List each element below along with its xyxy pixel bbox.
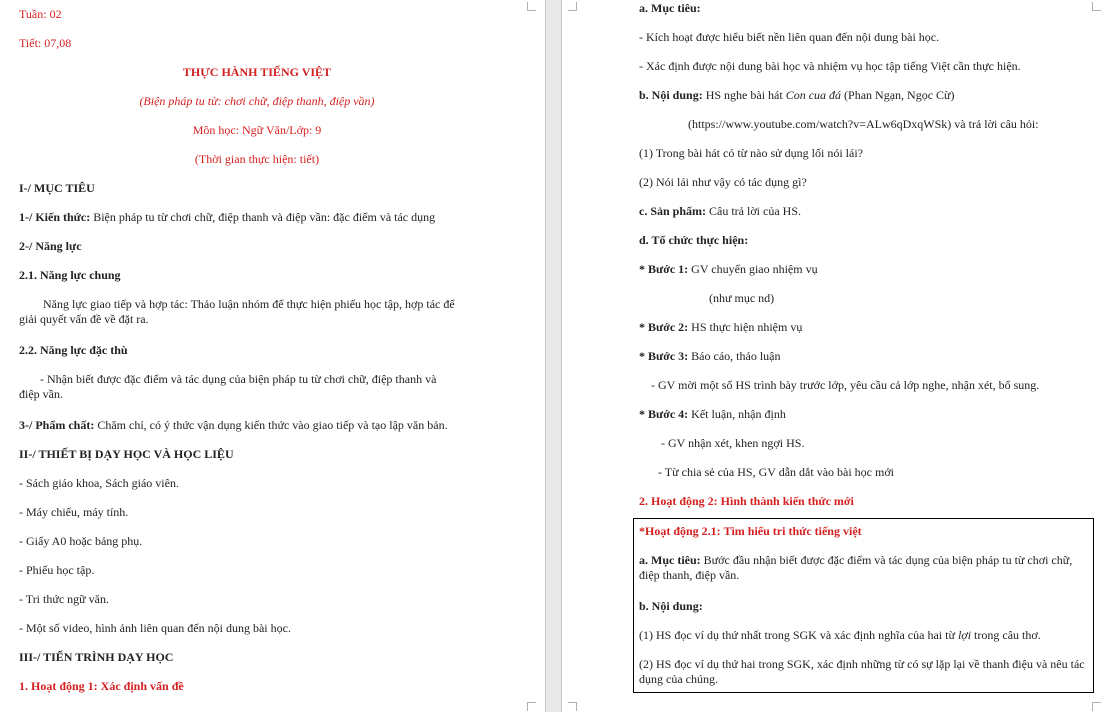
step-1-note: (như mục nd) bbox=[709, 291, 775, 305]
content-text: HS nghe bài hát bbox=[702, 88, 786, 102]
specific-competence-text: - Nhận biết được đặc điểm và tác dụng của biện pháp tu từ chơi chữ, điệp thanh và điệp vần. bbox=[19, 372, 437, 401]
activity-2-1-task-1 bbox=[639, 628, 1041, 643]
activity-2-1-goal-label: a. Mục tiêu: bbox=[639, 553, 701, 567]
step-4-detail: - GV nhận xét, khen ngợi HS. bbox=[661, 436, 805, 450]
material-item: - Máy chiếu, máy tính. bbox=[19, 505, 129, 519]
step-2 bbox=[639, 320, 802, 335]
section-heading-objectives: I-/ MỤC TIÊU bbox=[19, 181, 95, 195]
content-label: b. Nội dung: bbox=[639, 88, 703, 102]
week-label: Tuần: 02 bbox=[19, 7, 62, 21]
material-item: - Tri thức ngữ văn. bbox=[19, 592, 110, 606]
margin-corner-mark bbox=[568, 702, 577, 711]
activity-2-1-heading: *Hoạt động 2.1: Tìm hiểu tri thức tiếng việt bbox=[639, 524, 862, 538]
activity-1-heading: 1. Hoạt động 1: Xác định vấn đề bbox=[19, 679, 184, 693]
content-text: (Phan Ngạn, Ngọc Cừ) bbox=[841, 88, 955, 102]
margin-corner-mark bbox=[1092, 702, 1101, 711]
question-2: (2) Nói lái như vậy có tác dụng gì? bbox=[639, 175, 807, 189]
step-2-text: HS thực hiện nhiệm vụ bbox=[688, 320, 803, 334]
step-1-text: GV chuyển giao nhiệm vụ bbox=[688, 262, 818, 276]
step-3-label: * Bước 3: bbox=[639, 349, 689, 363]
task-word: lợi bbox=[957, 628, 972, 642]
material-item: - Sách giáo khoa, Sách giáo viên. bbox=[19, 476, 179, 490]
time-line: (Thời gian thực hiện: tiết) bbox=[194, 152, 320, 166]
song-title: Con cua đá bbox=[785, 88, 842, 102]
step-2-label: * Bước 2: bbox=[639, 320, 689, 334]
product-line bbox=[639, 204, 801, 219]
knowledge-line bbox=[19, 210, 435, 225]
general-competence-text: Năng lực giao tiếp và hợp tác: Thảo luận nhóm để thực hiện phiếu học tập, hợp tác để giải quyết vấn đề về đặt ra. bbox=[19, 297, 455, 326]
step-4-detail: - Từ chia sẻ của HS, GV dẫn dắt vào bài học mới bbox=[658, 465, 895, 479]
margin-corner-mark bbox=[527, 702, 536, 711]
step-1 bbox=[639, 262, 818, 277]
margin-corner-mark bbox=[1092, 2, 1101, 11]
organization-heading: d. Tổ chức thực hiện: bbox=[639, 233, 749, 247]
general-competence-heading: 2.1. Năng lực chung bbox=[19, 268, 121, 282]
section-heading-process: III-/ TIẾN TRÌNH DẠY HỌC bbox=[19, 650, 174, 664]
activity-2-1-goal-text: Bước đầu nhận biết được đặc điểm và tác dụng của biện pháp tu từ chơi chữ, điệp thanh, điệp vần. bbox=[639, 553, 1073, 582]
lesson-subtitle: (Biện pháp tu từ: chơi chữ, điệp thanh, điệp vần) bbox=[139, 94, 375, 108]
task-text: (1) HS đọc ví dụ thứ nhất trong SGK và xác định nghĩa của hai từ bbox=[639, 628, 958, 642]
competence-heading: 2-/ Năng lực bbox=[19, 239, 82, 253]
periods-label: Tiết: 07,08 bbox=[19, 36, 72, 50]
knowledge-text: Biện pháp tu từ chơi chữ, điệp thanh và điệp vần: đặc điểm và tác dụng bbox=[90, 210, 436, 224]
page-gutter bbox=[545, 0, 546, 712]
task-text: trong câu thơ. bbox=[971, 628, 1041, 642]
margin-corner-mark bbox=[568, 2, 577, 11]
step-4 bbox=[639, 407, 786, 422]
product-text: Câu trả lời của HS. bbox=[706, 204, 802, 218]
step-3-detail: - GV mời một số HS trình bày trước lớp, yêu cầu cả lớp nghe, nhận xét, bổ sung. bbox=[651, 378, 1040, 392]
activity-2-heading: 2. Hoạt động 2: Hình thành kiến thức mới bbox=[639, 494, 854, 508]
material-item: - Một số video, hình ảnh liên quan đến nội dung bài học. bbox=[19, 621, 291, 635]
product-label: c. Sản phẩm: bbox=[639, 204, 707, 218]
specific-competence-heading: 2.2. Năng lực đặc thù bbox=[19, 343, 128, 357]
document-page-left bbox=[0, 0, 545, 712]
step-3 bbox=[639, 349, 780, 364]
quality-label: 3-/ Phẩm chất: bbox=[19, 418, 95, 432]
material-item: - Giấy A0 hoặc bảng phụ. bbox=[19, 534, 143, 548]
step-4-text: Kết luận, nhận định bbox=[688, 407, 786, 421]
knowledge-label: 1-/ Kiến thức: bbox=[19, 210, 91, 224]
step-1-label: * Bước 1: bbox=[639, 262, 689, 276]
quality-line bbox=[19, 418, 448, 433]
lesson-title: THỰC HÀNH TIẾNG VIỆT bbox=[182, 65, 332, 79]
quality-text: Chăm chỉ, có ý thức vận dụng kiến thức vào giao tiếp và tạo lập văn bản. bbox=[94, 418, 448, 432]
material-item: - Phiếu học tập. bbox=[19, 563, 95, 577]
activity-2-1-task-2: (2) HS đọc ví dụ thứ hai trong SGK, xác định những từ có sự lặp lại về thanh điệu và nêu tác dụng của chúng. bbox=[639, 657, 1085, 686]
goal-item: - Kích hoạt được hiểu biết nền liên quan đến nội dung bài học. bbox=[639, 30, 940, 44]
step-4-label: * Bước 4: bbox=[639, 407, 689, 421]
question-1: (1) Trong bài hát có từ nào sử dụng lối nói lái? bbox=[639, 146, 863, 160]
activity-2-1-content-heading: b. Nội dung: bbox=[639, 599, 703, 613]
video-link-line: (https://www.youtube.com/watch?v=ALw6qDxqWSk) và trả lời câu hỏi: bbox=[688, 117, 1039, 131]
goal-item: - Xác định được nội dung bài học và nhiệm vụ học tập tiếng Việt cần thực hiện. bbox=[639, 59, 1021, 73]
activity-2-1-goal bbox=[639, 553, 1089, 583]
subject-line: Môn học: Ngữ Văn/Lớp: 9 bbox=[192, 123, 322, 137]
section-heading-materials: II-/ THIẾT BỊ DẠY HỌC VÀ HỌC LIỆU bbox=[19, 447, 234, 461]
step-3-text: Báo cáo, thảo luận bbox=[688, 349, 781, 363]
goal-heading: a. Mục tiêu: bbox=[639, 1, 701, 15]
margin-corner-mark bbox=[527, 2, 536, 11]
content-line bbox=[639, 88, 955, 103]
